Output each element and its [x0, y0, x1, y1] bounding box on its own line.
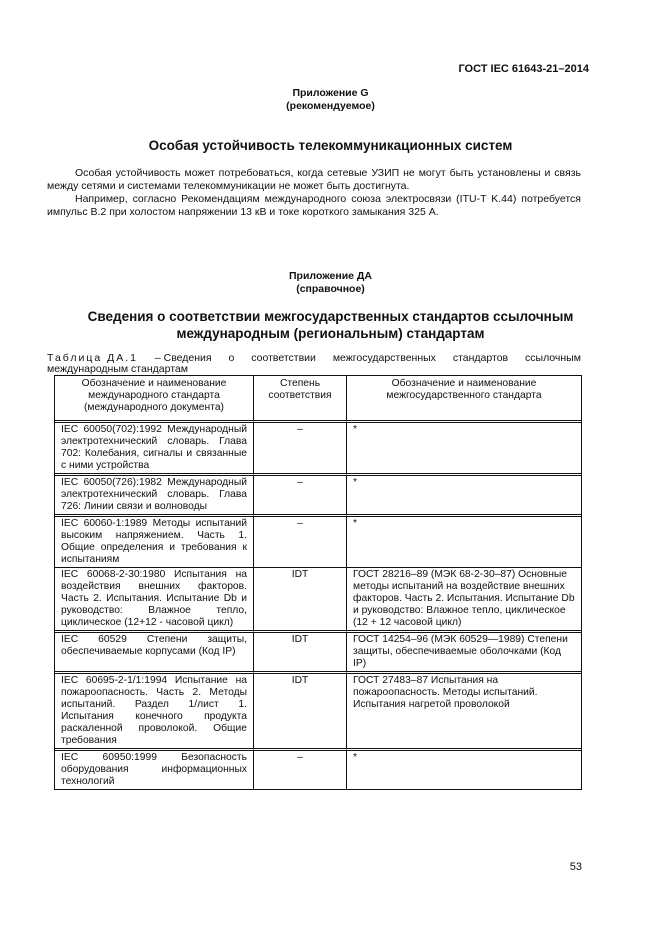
appendix-da-title: Приложение ДА — [289, 270, 372, 282]
table-header-row — [55, 376, 581, 420]
caption-word: стандартов — [452, 352, 509, 364]
cell-degree: IDT — [253, 630, 346, 671]
table-row — [55, 671, 581, 748]
table-row — [55, 420, 581, 473]
cell-international: IEC 60068-2-30:1980 Испытания на воздействия внешних факторов. Часть 2. Испытания. Испытание Db и руководство: Влажное тепло, циклическое (12+12 - часовой цикл) — [55, 567, 253, 630]
table-caption — [47, 353, 581, 374]
caption-word: ссылочным — [525, 352, 581, 364]
cell-international: IEC 60050(726):1982 Международный электротехнический словарь. Глава 726: Линии связи и волноводы — [55, 473, 253, 514]
column-header-degree: Степень соответствия — [253, 376, 346, 420]
appendix-g-status: (рекомендуемое) — [286, 100, 375, 112]
table-row — [55, 514, 581, 567]
cell-interstate: * — [346, 748, 581, 789]
cell-degree: – — [253, 420, 346, 473]
cell-interstate: * — [346, 514, 581, 567]
appendix-da-label — [0, 270, 661, 296]
cell-international: IEC 60529 Степени защиты, обеспечиваемые корпусами (Код IP) — [55, 630, 253, 671]
cell-interstate: * — [346, 420, 581, 473]
heading-line: Сведения о соответствии межгосударственных стандартов ссылочным — [87, 309, 574, 324]
appendix-g-title: Приложение G — [292, 87, 369, 99]
cell-degree: – — [253, 748, 346, 789]
caption-word: межгосударственных — [332, 352, 436, 364]
cell-degree: IDT — [253, 671, 346, 748]
column-header-international: Обозначение и наименование международного стандарта (международного документа) — [81, 378, 227, 413]
table-row — [55, 567, 581, 630]
cell-interstate: ГОСТ 27483–87 Испытания на пожароопасность. Методы испытаний. Испытания нагретой проволокой — [346, 671, 581, 748]
appendix-da-status: (справочное) — [296, 283, 365, 295]
paragraph: Например, согласно Рекомендациям международного союза электросвязи (ITU-T K.44) потребуется импульс В.2 при холостом напряжении 13 кВ и токе короткого замыкания 325 А. — [47, 193, 581, 218]
paragraph: Особая устойчивость может потребоваться, когда сетевые УЗИП не могут быть установлены и связь между сетями и системами телекоммуникации не может быть достигнута. — [47, 167, 581, 192]
standards-table — [54, 375, 582, 790]
table-row — [55, 630, 581, 671]
cell-degree: IDT — [253, 567, 346, 630]
cell-international: IEC 60950:1999 Безопасность оборудования информационных технологий — [55, 748, 253, 789]
cell-degree: – — [253, 473, 346, 514]
cell-international: IEC 60060-1:1989 Методы испытаний высоким напряжением. Часть 1. Общие определения и требования к испытаниям — [55, 514, 253, 567]
appendix-g-body — [47, 167, 581, 219]
cell-interstate: ГОСТ 14254–96 (МЭК 60529—1989) Степени защиты, обеспечиваемые оболочками (Код IP) — [346, 630, 581, 671]
table-caption-line2: международным стандартам — [47, 362, 188, 375]
cell-degree: – — [253, 514, 346, 567]
page-number: 53 — [569, 861, 582, 873]
cell-interstate: ГОСТ 28216–89 (МЭК 68-2-30–87) Основные методы испытаний на воздействие внешних факторов. Часть 2. Испытания. Испытание Db и руководство: Влажное тепло, циклическое (12 + 12 часовой цикл) — [346, 567, 581, 630]
appendix-g-label — [0, 87, 661, 113]
heading-line: международным (региональным) стандартам — [176, 326, 485, 341]
table-row — [55, 473, 581, 514]
document-header: ГОСТ IEC 61643-21–2014 — [458, 63, 589, 75]
cell-international: IEC 60695-2-1/1:1994 Испытание на пожароопасность. Часть 2. Методы испытаний. Раздел 1/лист 1. Испытания конечного продукта раскаленной проволокой. Общие требования — [55, 671, 253, 748]
cell-international: IEC 60050(702):1992 Международный электротехнический словарь. Глава 702: Колебания, сигналы и связанные с ними устройства — [55, 420, 253, 473]
cell-interstate: * — [346, 473, 581, 514]
caption-word: соответствии — [251, 352, 316, 364]
appendix-g-heading: Особая устойчивость телекоммуникационных систем — [148, 138, 513, 153]
caption-word: о — [228, 352, 235, 364]
table-row — [55, 748, 581, 789]
appendix-da-heading — [0, 308, 661, 342]
table-caption-label: Таблица ДА.1 — [47, 352, 138, 364]
caption-word: – Сведения — [154, 352, 212, 364]
column-header-interstate: Обозначение и наименование межгосударственного стандарта — [346, 376, 581, 420]
